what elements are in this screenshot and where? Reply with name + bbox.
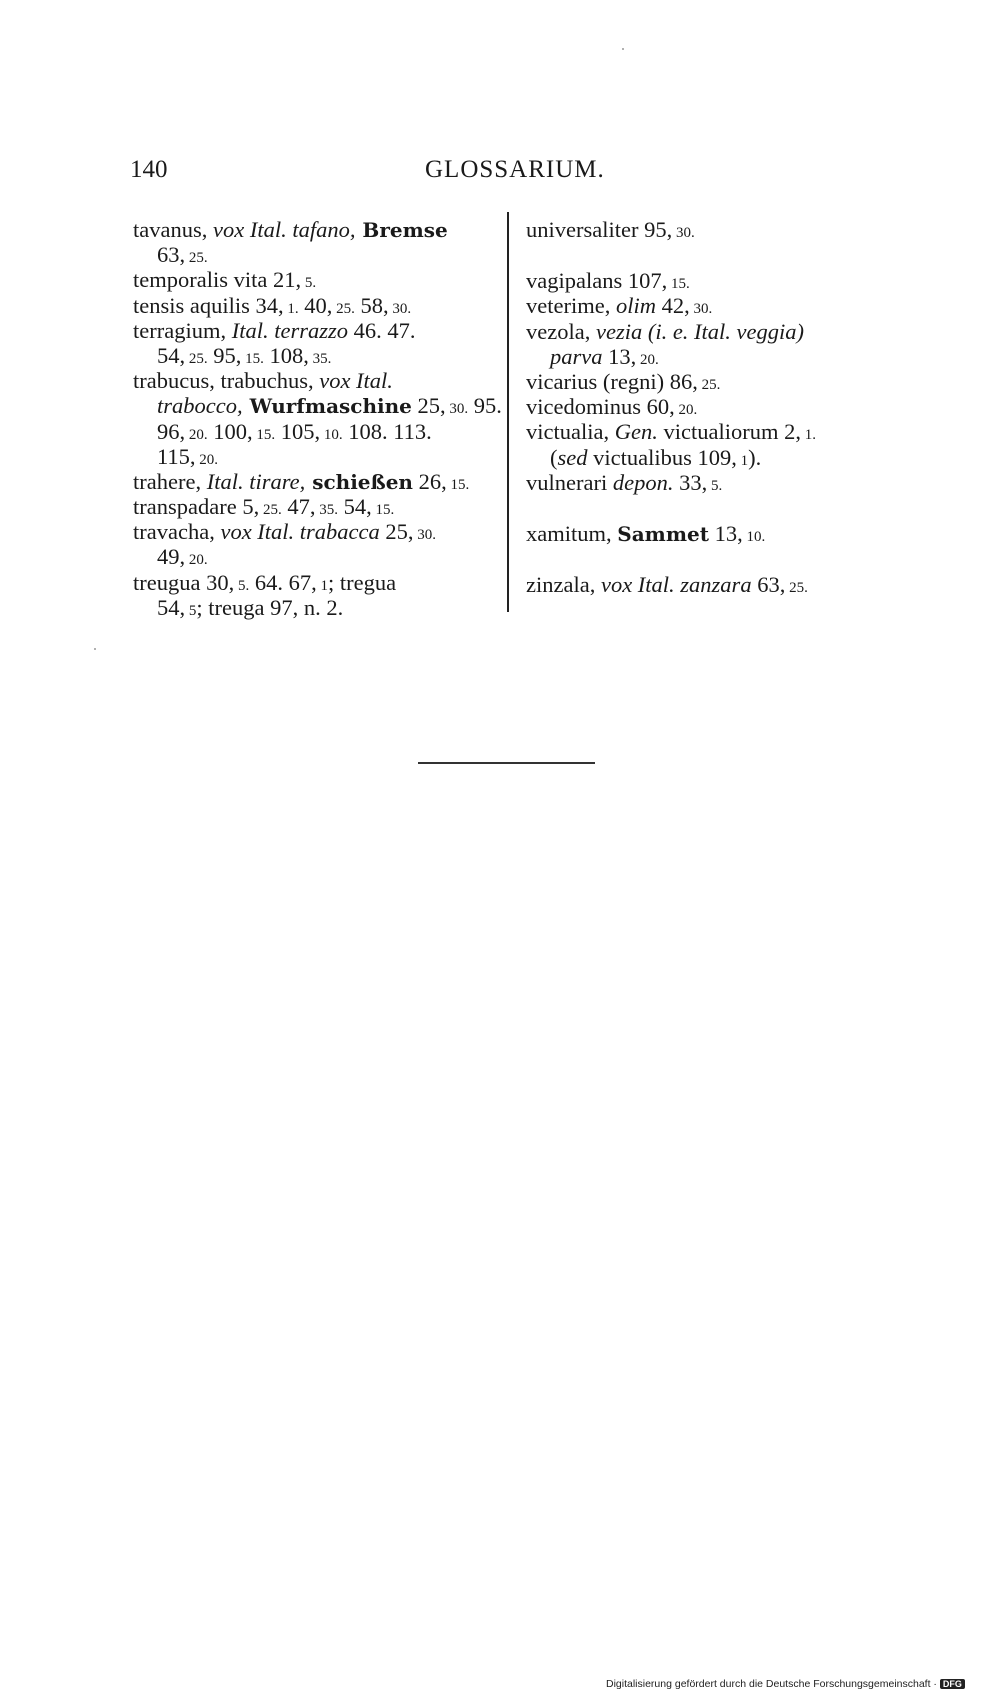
entry-line: trabocco, Wurfmaschine 25, 30. 95. [157,393,502,419]
entry-line: zinzala, vox Ital. zanzara 63, 25. [526,572,808,598]
entry-line: trahere, Ital. tirare, schießen 26, 15. [133,468,470,494]
entry-line: terragium, Ital. terrazzo 46. 47. [133,317,416,343]
page-number: 140 [130,156,168,183]
entry-line: vulnerari depon. 33, 5. [526,469,723,495]
scan-speck [94,648,96,650]
entry-line: 115, 20. [157,443,219,469]
entry-line: xamitum, Sammet 13, 10. [526,520,766,546]
entry-line: vezola, vezia (i. e. Ital. veggia) [526,318,805,344]
credit-text: Digitalisierung gefördert durch die Deutsche Forschungsgemeinschaft · [606,1678,937,1690]
scan-speck [622,48,624,50]
glossary-column-left [133,217,502,620]
entry-line: 49, 20. [157,544,208,570]
entry-line: (sed victualibus 109, 1). [550,444,762,470]
entry-line: universaliter 95, 30. [526,217,695,242]
entry-line: parva 13, 20. [550,343,659,369]
entry-line: transpadare 5, 25. 47, 35. 54, 15. [133,494,395,520]
closing-rule [418,762,595,764]
entry-line: 96, 20. 100, 15. 105, 10. 108. 113. [157,418,432,444]
entry-line: vagipalans 107, 15. [526,268,690,294]
entry-line: temporalis vita 21, 5. [133,267,317,293]
entry-line: 54, 5; treuga 97, n. 2. [157,594,344,620]
digitization-credit [606,1678,965,1690]
entry-line: victualia, Gen. victualiorum 2, 1. [526,419,816,445]
entry-line: 63, 25. [157,242,208,268]
entry-line: tensis aquilis 34, 1. 40, 25. 58, 30. [133,292,412,318]
entry-line: travacha, vox Ital. trabacca 25, 30. [133,519,437,545]
section-gap [526,242,896,268]
page-title: GLOSSARIUM. [425,156,605,183]
section-gap [526,495,896,521]
entry-line: vicarius (regni) 86, 25. [526,368,721,394]
entry-line: vicedominus 60, 20. [526,394,698,420]
entry-line: veterime, olim 42, 30. [526,293,713,319]
entry-line: trabucus, trabuchus, vox Ital. [133,368,393,394]
entry-line: 54, 25. 95, 15. 108, 35. [157,342,332,368]
entry-line: treugua 30, 5. 64. 67, 1; tregua [133,569,397,595]
glossary-column-right [526,217,896,597]
section-gap [526,546,896,572]
column-divider [507,212,509,612]
dfg-logo: DFG [940,1679,965,1689]
entry-line: tavanus, vox Ital. tafano, Bremse [133,217,448,242]
